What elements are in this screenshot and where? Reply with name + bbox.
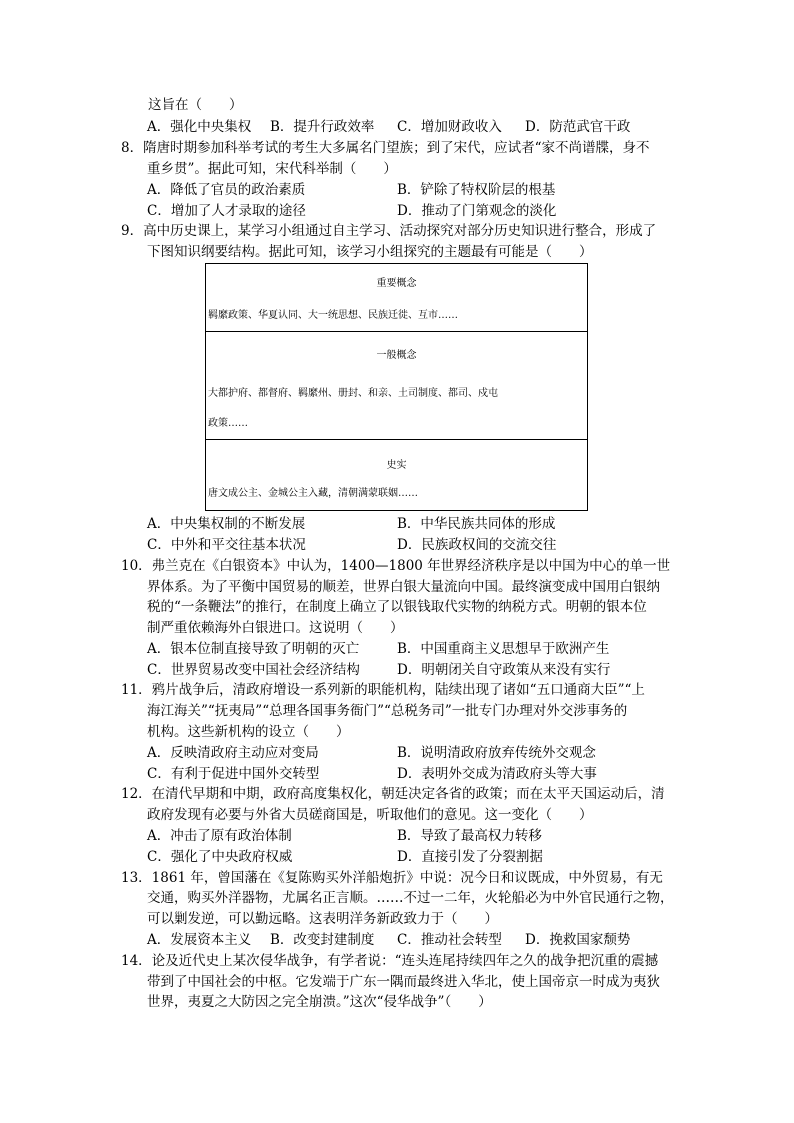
q9-option-a: A．中央集权制的不断发展 <box>147 516 306 532</box>
q11-option-c: C．有利于促进中国外交转型 <box>147 766 320 782</box>
q12-option-d: D．直接引发了分裂割据 <box>397 849 543 865</box>
q9-option-c: C．中外和平交往基本状况 <box>147 537 306 553</box>
q12-stem-line-2: 政府发现有必要与外省大员磋商国是，听取他们的意见。这一变化（ ） <box>147 807 593 823</box>
q11-option-a: A．反映清政府主动应对变局 <box>147 745 319 761</box>
outline-heading-important: 重要概念 <box>376 278 417 289</box>
q11-stem-line-3: 机构。这些新机构的设立（ ） <box>147 724 350 740</box>
q12-option-a: A．冲击了原有政治体制 <box>147 828 292 844</box>
outline-text-important: 羁縻政策、华夏认同、大一统思想、民族迁徙、互市…… <box>208 310 458 321</box>
q14-stem-line-1: 14．论及近代史上某次侵华战争，有学者说：“连头连尾持续四年之久的战争把沉重的震撼 <box>121 953 659 969</box>
q13-option-c: C．推动社会转型 <box>397 932 502 948</box>
outline-section-facts <box>206 440 587 510</box>
q8-option-c: C．增加了人才录取的途径 <box>147 203 306 219</box>
q12-option-b: B．导致了最高权力转移 <box>397 828 542 844</box>
q13-option-a: A．发展资本主义 <box>147 932 252 948</box>
q13-option-b: B．改变封建制度 <box>270 932 375 948</box>
q11-option-d: D．表明外交成为清政府头等大事 <box>397 766 597 782</box>
outline-text-facts: 唐文成公主、金城公主入藏，清朝满蒙联姻…… <box>208 488 418 499</box>
q12-stem-line-1: 12．在清代早期和中期，政府高度集权化，朝廷决定各省的政策；而在太平天国运动后，清 <box>121 786 665 802</box>
q7-option-d: D．防范武官干政 <box>525 119 631 135</box>
q10-option-c: C．世界贸易改变中国社会经济结构 <box>147 662 360 678</box>
knowledge-outline-table <box>205 263 588 511</box>
q9-option-b: B．中华民族共同体的形成 <box>397 516 556 532</box>
q11-stem-line-2: 海江海关”“抚夷局”“总理各国事务衙门”“总税务司”一批专门办理对外交涉事务的 <box>147 703 628 719</box>
question-lead-text: 这旨在（ ） <box>148 97 243 113</box>
q10-option-d: D．明朝闭关自守政策从来没有实行 <box>397 662 611 678</box>
q9-stem-line-2: 下图知识纲要结构。据此可知，该学习小组探究的主题最有可能是（ ） <box>147 244 593 260</box>
outline-section-general-concepts <box>206 332 587 440</box>
q10-stem-line-2: 界体系。为了平衡中国贸易的顺差，世界白银大量流向中国。最终演变成中国用白银纳 <box>147 579 660 595</box>
q10-stem-line-4: 制严重依赖海外白银进口。这说明（ ） <box>147 620 404 636</box>
q14-stem-line-2: 带到了中国社会的中枢。它发端于广东一隅而最终进入华北，使上国帝京一时成为夷狄 <box>147 974 660 990</box>
q9-option-d: D．民族政权间的交流交往 <box>397 537 557 553</box>
outline-section-important-concepts <box>206 264 587 332</box>
q14-stem-line-3: 世界，夷夏之大防因之完全崩溃。”这次“侵华战争”（ ） <box>147 994 492 1010</box>
q11-stem-line-1: 11．鸦片战争后，清政府增设一系列新的职能机构，陆续出现了诸如“五口通商大臣”“上 <box>121 682 645 698</box>
outline-text-general-line-1: 大都护府、都督府、羁縻州、册封、和亲、土司制度、都司、戍屯 <box>208 388 498 399</box>
q12-option-c: C．强化了中央政府权威 <box>147 849 293 865</box>
q7-option-c: C．增加财政收入 <box>397 119 502 135</box>
q8-stem-line-2: 重乡贯”。据此可知，宋代科举制（ ） <box>147 161 397 177</box>
q10-option-a: A．银本位制直接导致了明朝的灭亡 <box>147 641 360 657</box>
q13-stem-line-2: 交通，购买外洋器物，尤属名正言顺。……不过一二年，火轮船必为中外官民通行之物， <box>147 890 674 906</box>
q8-stem-line-1: 8．隋唐时期参加科举考试的考生大多属名门望族；到了宋代，应试者“家不尚谱牒，身不 <box>121 140 650 156</box>
q8-option-b: B．铲除了特权阶层的根基 <box>397 182 556 198</box>
q8-option-d: D．推动了门第观念的淡化 <box>397 203 557 219</box>
q10-stem-line-1: 10．弗兰克在《白银资本》中认为，1400—1800 年世界经济秩序是以中国为中心的单一世 <box>121 558 671 574</box>
q10-option-b: B．中国重商主义思想早于欧洲产生 <box>397 641 610 657</box>
q7-option-a: A．强化中央集权 <box>147 119 252 135</box>
q9-stem-line-1: 9．高中历史课上，某学习小组通过自主学习、活动探究对部分历史知识进行整合，形成了 <box>121 223 657 239</box>
outline-text-general-line-2: 政策…… <box>208 418 248 429</box>
q7-option-b: B．提升行政效率 <box>270 119 375 135</box>
q13-option-d: D．挽救国家颓势 <box>525 932 631 948</box>
q8-option-a: A．降低了官员的政治素质 <box>147 182 306 198</box>
q11-option-b: B．说明清政府放弃传统外交观念 <box>397 745 596 761</box>
outline-heading-general: 一般概念 <box>376 350 417 361</box>
q10-stem-line-3: 税的“一条鞭法”的推行，在制度上确立了以银钱取代实物的纳税方式。明朝的银本位 <box>147 599 647 615</box>
outline-heading-facts: 史实 <box>386 460 407 471</box>
q13-stem-line-3: 可以剿发逆，可以勤远略。这表明洋务新政致力于（ ） <box>147 911 498 927</box>
q13-stem-line-1: 13．1861 年，曾国藩在《复陈购买外洋船炮折》中说：况今日和议既成，中外贸易，有无 <box>121 870 663 886</box>
